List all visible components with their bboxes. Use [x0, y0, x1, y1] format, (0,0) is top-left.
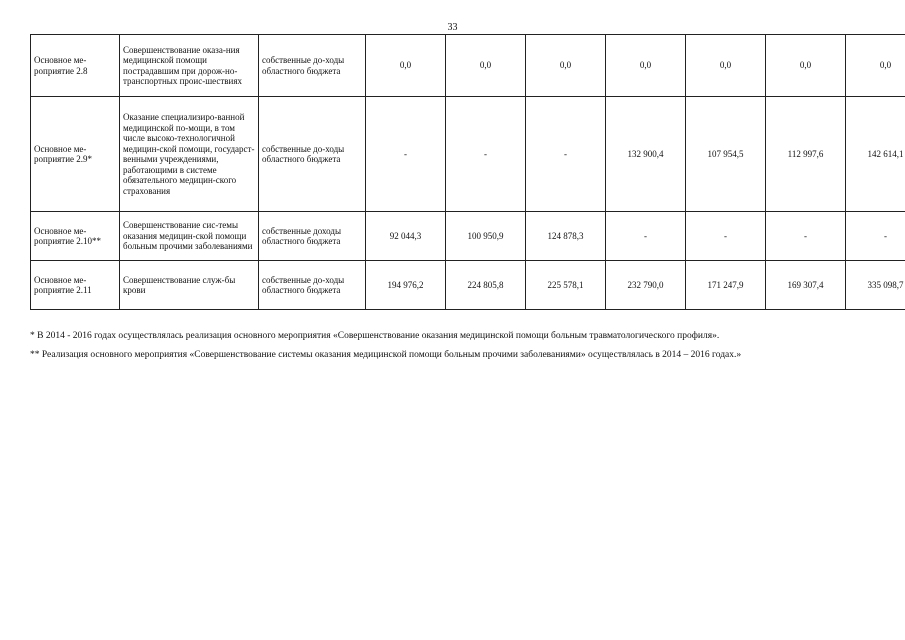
value-cell: 112 997,6 [766, 97, 846, 212]
value-cell: 224 805,8 [446, 261, 526, 310]
value-cell: 194 976,2 [366, 261, 446, 310]
table-row [31, 97, 905, 212]
table-row [31, 35, 905, 97]
value-cell: 171 247,9 [686, 261, 766, 310]
value-cell: 0,0 [846, 35, 905, 97]
footnote: * В 2014 - 2016 годах осуществлялась реализация основного мероприятия «Совершенствование оказания медицинской помощи больным травматологического профиля». [30, 331, 720, 341]
value-cell: 0,0 [766, 35, 846, 97]
value-cell: - [686, 212, 766, 261]
value-cell: 225 578,1 [526, 261, 606, 310]
value-cell: 232 790,0 [606, 261, 686, 310]
value-cell: 0,0 [526, 35, 606, 97]
value-cell: 100 950,9 [446, 212, 526, 261]
footnotes [30, 330, 880, 368]
funding-source: собственные доходы областного бюджета [259, 212, 366, 261]
event-name: Основное ме-роприятие 2.9* [31, 97, 120, 212]
event-name: Основное ме-роприятие 2.11 [31, 261, 120, 310]
value-cell: 0,0 [606, 35, 686, 97]
value-cell: 107 954,5 [686, 97, 766, 212]
value-cell: 0,0 [686, 35, 766, 97]
funding-source: собственные до-ходы областного бюджета [259, 97, 366, 212]
event-name: Основное ме-роприятие 2.8 [31, 35, 120, 97]
value-cell: - [446, 97, 526, 212]
event-description: Оказание специализиро-ванной медицинской по-мощи, в том числе высоко-технологичной медицин-ской помощи, государст-венными учреждениями, работающими в системе обязательного медицин-ского страхования [120, 97, 259, 212]
value-cell: 169 307,4 [766, 261, 846, 310]
event-description: Совершенствование оказа-ния медицинской помощи пострадавшим при дорож-но-транспортных проис-шествиях [120, 35, 259, 97]
value-cell: - [366, 97, 446, 212]
value-cell: 124 878,3 [526, 212, 606, 261]
value-cell: 132 900,4 [606, 97, 686, 212]
table-row [31, 212, 905, 261]
value-cell: - [766, 212, 846, 261]
page-number: 33 [447, 22, 458, 33]
value-cell: 0,0 [446, 35, 526, 97]
event-name: Основное ме-роприятие 2.10** [31, 212, 120, 261]
funding-source: собственные до-ходы областного бюджета [259, 35, 366, 97]
value-cell: 335 098,7 [846, 261, 905, 310]
footnote: ** Реализация основного мероприятия «Совершенствование системы оказания медицинской помощи больным прочими заболеваниями» осуществлялась в 2014 – 2016 годах.» [30, 350, 742, 360]
value-cell: 142 614,1 [846, 97, 905, 212]
event-description: Совершенствование служ-бы крови [120, 261, 259, 310]
funding-source: собственные до-ходы областного бюджета [259, 261, 366, 310]
value-cell: 92 044,3 [366, 212, 446, 261]
value-cell: - [606, 212, 686, 261]
funding-table [30, 34, 905, 310]
value-cell: 0,0 [366, 35, 446, 97]
table-row [31, 261, 905, 310]
value-cell: - [846, 212, 905, 261]
event-description: Совершенствование сис-темы оказания медицин-ской помощи больным прочими заболеваниями [120, 212, 259, 261]
value-cell: - [526, 97, 606, 212]
